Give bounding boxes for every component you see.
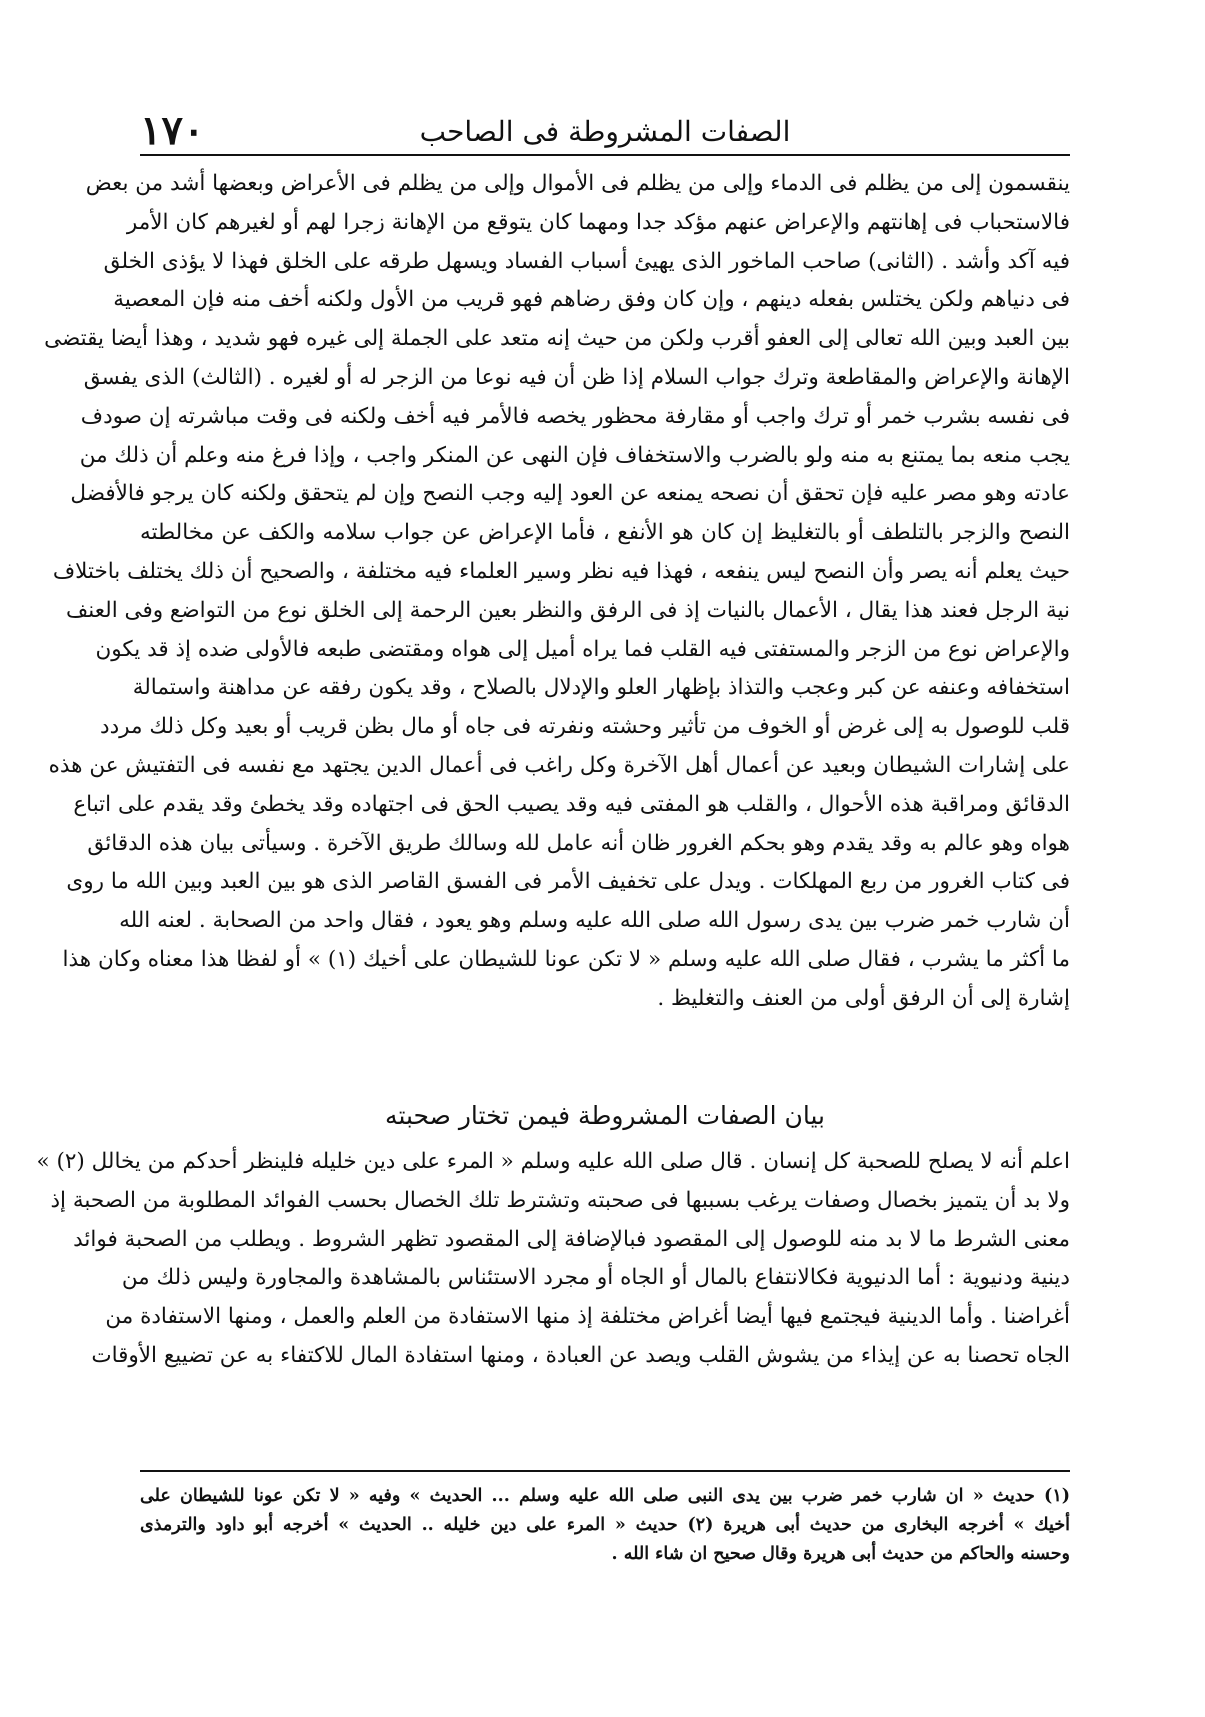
text-line: فى دنياهم ولكن يختلس بفعله دينهم ، وإن كان وفق رضاهم فهو قريب من الأول ولكنه أخف منه فإن المعصية xyxy=(113,287,1070,313)
text-line: استخفافه وعنفه عن كبر وعجب والتذاذ بإظهار العلو والإدلال بالصلاح ، وقد يكون رفقه عن مداهنة واستمالة xyxy=(132,675,1070,701)
footnote-line: أخيك » أخرجه البخارى من حديث أبى هريرة (٢) حديث « المرء على دين خليله .. الحديث » أخرجه أبو داود والترمذى xyxy=(140,1515,1071,1535)
text-line: حيث يعلم أنه يصر وأن النصح ليس ينفعه ، فهذا فيه نظر وسير العلماء فيه مختلفة ، والصحيح أن ذلك يختلف باختلاف xyxy=(52,558,1070,584)
text-line: فى نفسه بشرب خمر أو ترك واجب أو مقارفة محظور يخصه فالأمر فيه أخف ولكنه فى وقت مباشرته إن صودف xyxy=(80,403,1070,429)
text-line: فيه آكد وأشد . (الثانى) صاحب الماخور الذى يهيئ أسباب الفساد ويسهل طرقه على الخلق فهذا لا يؤذى الخلق xyxy=(103,248,1070,274)
footnote-line: وحسنه والحاكم من حديث أبى هريرة وقال صحيح ان شاء الله . xyxy=(611,1544,1070,1564)
section-heading: بيان الصفات المشروطة فيمن تختار صحبته xyxy=(385,1101,825,1130)
text-line: ينقسمون إلى من يظلم فى الدماء وإلى من يظلم فى الأموال وإلى من يظلم فى الأعراض وبعضها أشد من بعض xyxy=(85,171,1070,196)
text-line: إشارة إلى أن الرفق أولى من العنف والتغليظ . xyxy=(657,985,1070,1011)
page-number: ١٧٠ xyxy=(140,107,205,154)
page-header xyxy=(140,108,1070,156)
text-line: والإعراض نوع من الزجر والمستفتى فيه القلب فما يراه أميل إلى هواه ومقتضى طبعه فالأولى ضده إذ قد يكون xyxy=(95,636,1070,662)
text-line: عادته وهو مصر عليه فإن تحقق أن نصحه يمنعه عن العود إليه وجب النصح وإن لم يتحقق ولكنه كان يرجو فالأفضل xyxy=(70,481,1070,507)
text-line: دينية ودنيوية : أما الدنيوية فكالانتفاع بالمال أو الجاه أو مجرد الاستئناس بالمشاهدة والمجاورة وليس ذلك من xyxy=(121,1265,1070,1291)
text-line: معنى الشرط ما لا بد منه للوصول إلى المقصود فبالإضافة إلى المقصود تظهر الشروط . ويطلب من الصحبة فوائد xyxy=(73,1226,1070,1252)
main-text xyxy=(44,165,1070,1019)
text-line: أن شارب خمر ضرب بين يدى رسول الله صلى الله عليه وسلم وهو يعود ، فقال واحد من الصحابة . لعنه الله xyxy=(119,908,1070,934)
text-line: الدقائق ومراقبة هذه الأحوال ، والقلب هو المفتى فيه وقد يصيب الحق فى اجتهاده وقد يخطئ وقد يقدم على اتباع xyxy=(73,791,1070,817)
text-line: يجب منعه بما يمتنع به منه ولو بالضرب والاستخفاف فإن النهى عن المنكر واجب ، وإذا فرغ منه وعلم أن ذلك من xyxy=(79,442,1070,468)
running-title: الصفات المشروطة فى الصاحب xyxy=(419,115,791,148)
text-line: اعلم أنه لا يصلح للصحبة كل إنسان . قال صلى الله عليه وسلم « المرء على دين خليله فلينظر أحدكم من يخالل (٢) » xyxy=(36,1149,1070,1174)
text-line: الجاه تحصنا به عن إيذاء من يشوش القلب ويصد عن العبادة ، ومنها استفادة المال للاكتفاء به عن تضييع الأوقات xyxy=(91,1342,1070,1368)
text-line: بين العبد وبين الله تعالى إلى العفو أقرب ولكن من حيث إنه متعد على الجملة إلى غيره فهو شديد ، وهذا أيضا يقتضى xyxy=(44,326,1070,352)
footnote-divider xyxy=(140,1470,1070,1472)
text-line: الإهانة والإعراض والمقاطعة وترك جواب السلام إذا ظن أن فيه نوعا من الزجر له أو لغيره . (الثالث) الذى يفسق xyxy=(83,364,1070,390)
text-line: النصح والزجر بالتلطف أو بالتغليظ إن كان هو الأنفع ، فأما الإعراض عن جواب سلامه والكف عن مخالطته xyxy=(140,520,1070,546)
section-text xyxy=(36,1143,1070,1376)
text-line: فى كتاب الغرور من ربع المهلكات . ويدل على تخفيف الأمر فى الفسق القاصر الذى هو بين العبد وبين الله ما روى xyxy=(66,869,1070,895)
text-line: قلب للوصول به إلى غرض أو الخوف من تأثير وحشته ونفرته فى جاه أو مال بظن قريب أو بعيد وكل ذلك مردد xyxy=(100,714,1070,740)
text-line: فالاستحباب فى إهانتهم والإعراض عنهم مؤكد جدا ومهما كان يتوقع من الإهانة زجرا لهم أو لغيرهم كان الأمر xyxy=(126,209,1070,235)
text-line: ما أكثر ما يشرب ، فقال صلى الله عليه وسلم « لا تكن عونا للشيطان على أخيك (١) » أو لفظا هذا معناه وكان هذا xyxy=(62,946,1070,972)
footnote-line: (١) حديث « ان شارب خمر ضرب بين يدى النبى صلى الله عليه وسلم ... الحديث » وفيه « لا تكن عونا للشيطان على xyxy=(140,1486,1070,1506)
text-line: هواه وهو عالم به وقد يقدم وهو بحكم الغرور ظان أنه عامل لله وسالك طريق الآخرة . وسيأتى بيان هذه الدقائق xyxy=(87,830,1070,856)
text-line: ولا بد أن يتميز بخصال وصفات يرغب بسببها فى صحبته وتشترط تلك الخصال بحسب الفوائد المطلوبة من الصحبة إذ xyxy=(50,1187,1070,1213)
footnotes xyxy=(140,1482,1070,1569)
text-line: أغراضنا . وأما الدينية فيجتمع فيها أيضا أغراض مختلفة إذ منها الاستفادة من العلم والعمل ، ومنها الاستفادة من xyxy=(105,1304,1070,1330)
text-line: نية الرجل فعند هذا يقال ، الأعمال بالنيات إذ فى الرفق والنظر بعين الرحمة إلى الخلق نوع من التواضع وفى العنف xyxy=(66,597,1070,623)
text-line: على إشارات الشيطان وبعيد عن أعمال أهل الآخرة وكل راغب فى أعمال الدين يجتهد مع نفسه فى التفتيش عن هذه xyxy=(48,752,1070,778)
